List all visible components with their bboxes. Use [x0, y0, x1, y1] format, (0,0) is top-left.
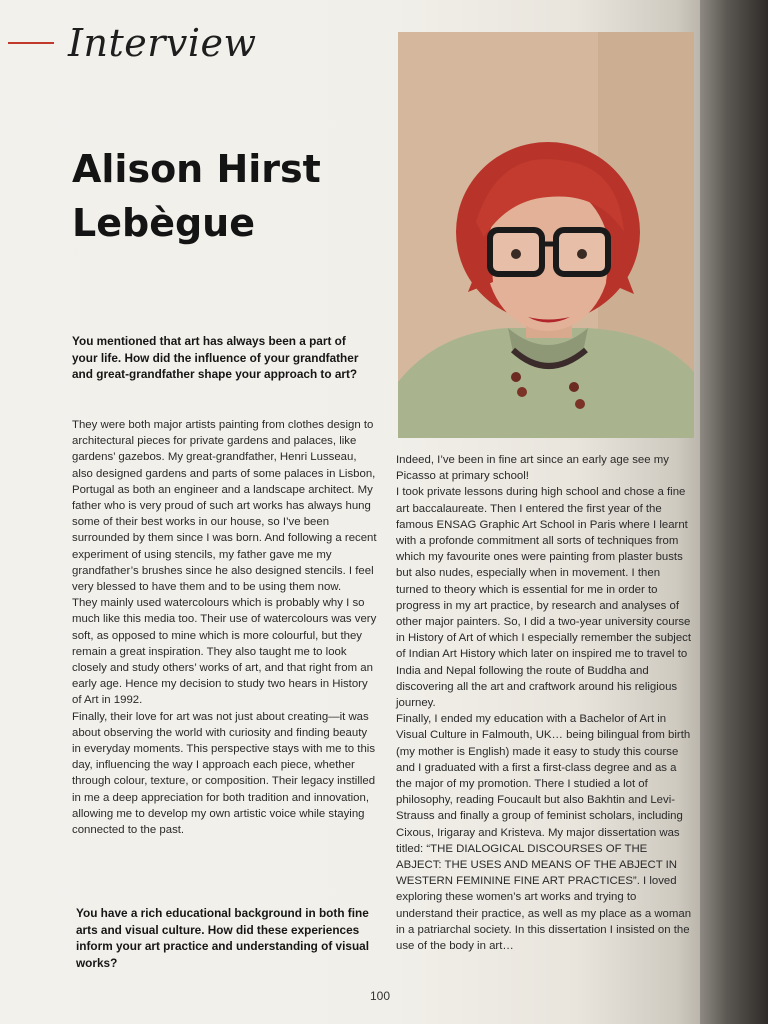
answer-2-column	[396, 452, 694, 954]
answer-1-paragraph: They were both major artists painting from clothes design to architectural pieces for private gardens and palaces, like gardens’ gazebos. My great-grandfather, Henri Lusseau, also designed gardens and parts of some palaces in Lisbon, Portugal as both an engineer and a landscape architect. My father who is very proud of such art works has always hung some of their best works in our house, so I’ve been surrounded by them since I was born. And following a recent experiment of using stencils, my father gave me my grandfather’s brushes since he also designed stencils. I feel very blessed to have them and to be using them now.	[72, 419, 377, 594]
question-1-text: You mentioned that art has always been a part of your life. How did the influence of your grandfather and great-grandfather shape your approach to art?	[72, 334, 359, 382]
section-title: Interview	[68, 21, 257, 65]
portrait-illustration	[398, 32, 694, 438]
question-2	[76, 905, 372, 971]
answer-1-paragraph: They mainly used watercolours which is probably why I so much like this media too. Their use of watercolours was very soft, as opposed to mine which is more colourful, but they remain a great inspiration. They also taught me to look closely and study others’ works of art, and that right from an early age. Hence my decision to study two hears in History of Art in 1992.	[72, 597, 377, 707]
name-line-2: Lebègue	[72, 201, 255, 245]
page-number: 100	[369, 989, 391, 1003]
question-1	[72, 333, 372, 383]
answer-2-paragraph: Indeed, I’ve been in fine art since an early age see my Picasso at primary school!	[396, 454, 669, 483]
question-2-text: You have a rich educational background in both fine arts and visual culture. How did these experiences inform your art practice and understanding of visual works?	[76, 906, 370, 970]
portrait-photo	[398, 32, 694, 438]
book-spine-shadow	[700, 0, 768, 1024]
answer-1-column	[72, 417, 378, 838]
section-header	[8, 18, 257, 68]
name-line-1: Alison Hirst	[72, 147, 321, 191]
answer-1-paragraph: Finally, their love for art was not just about creating—it was about observing the world with curiosity and finding beauty in everyday moments. This perspective stays with me to this day, influencing the way I approach each piece, whether through colour, texture, or composition. Their legacy instilled in me a deep appreciation for both tradition and innovation, allowing me to develop my own artistic voice while staying connected to the past.	[72, 710, 376, 837]
answer-2-paragraph: Finally, I ended my education with a Bachelor of Art in Visual Culture in Falmouth, UK… being bilingual from birth (my mother is English) made it easy to study this course and I graduated with a first a first-class degree and as a the major of my promotion. There I studied a lot of philosophy, reading Foucault but also Bakhtin and Levi-Strauss and finally a group of feminist scholars, including Cixous, Irigaray and Kristeva. My major dissertation was titled: “THE DIALOGICAL DISCOURSES OF THE ABJECT: THE USES AND MEANS OF THE ABJECT IN WESTERN FEMININE FINE ART PRACTICES”. I loved exploring these women’s art works and trying to understand their practice, as well as my place as a woman in a patriarchal society. In this dissertation I insisted on the use of the body in art…	[396, 713, 692, 953]
header-accent-rule	[8, 42, 54, 44]
interviewee-name	[72, 142, 392, 250]
answer-2-paragraph: I took private lessons during high school and chose a fine art baccalaureate. Then I entered the first year of the famous ENSAG Graphic Art School in Paris where I learnt with a profonde commitment all sorts of techniques from which my favourite ones were painting from plaster busts but also nudes, especially when in movement. I then turned to theory which is essential for me in order to progress in my art practice, by research and analyses of other major painters. So, I did a two-year university course in History of Art of which I especially remember the subject of Indian Art History which later on inspired me to travel to India and Nepal following the route of Buddha and discovering all the art and craftwork around his religious journey.	[396, 486, 692, 710]
